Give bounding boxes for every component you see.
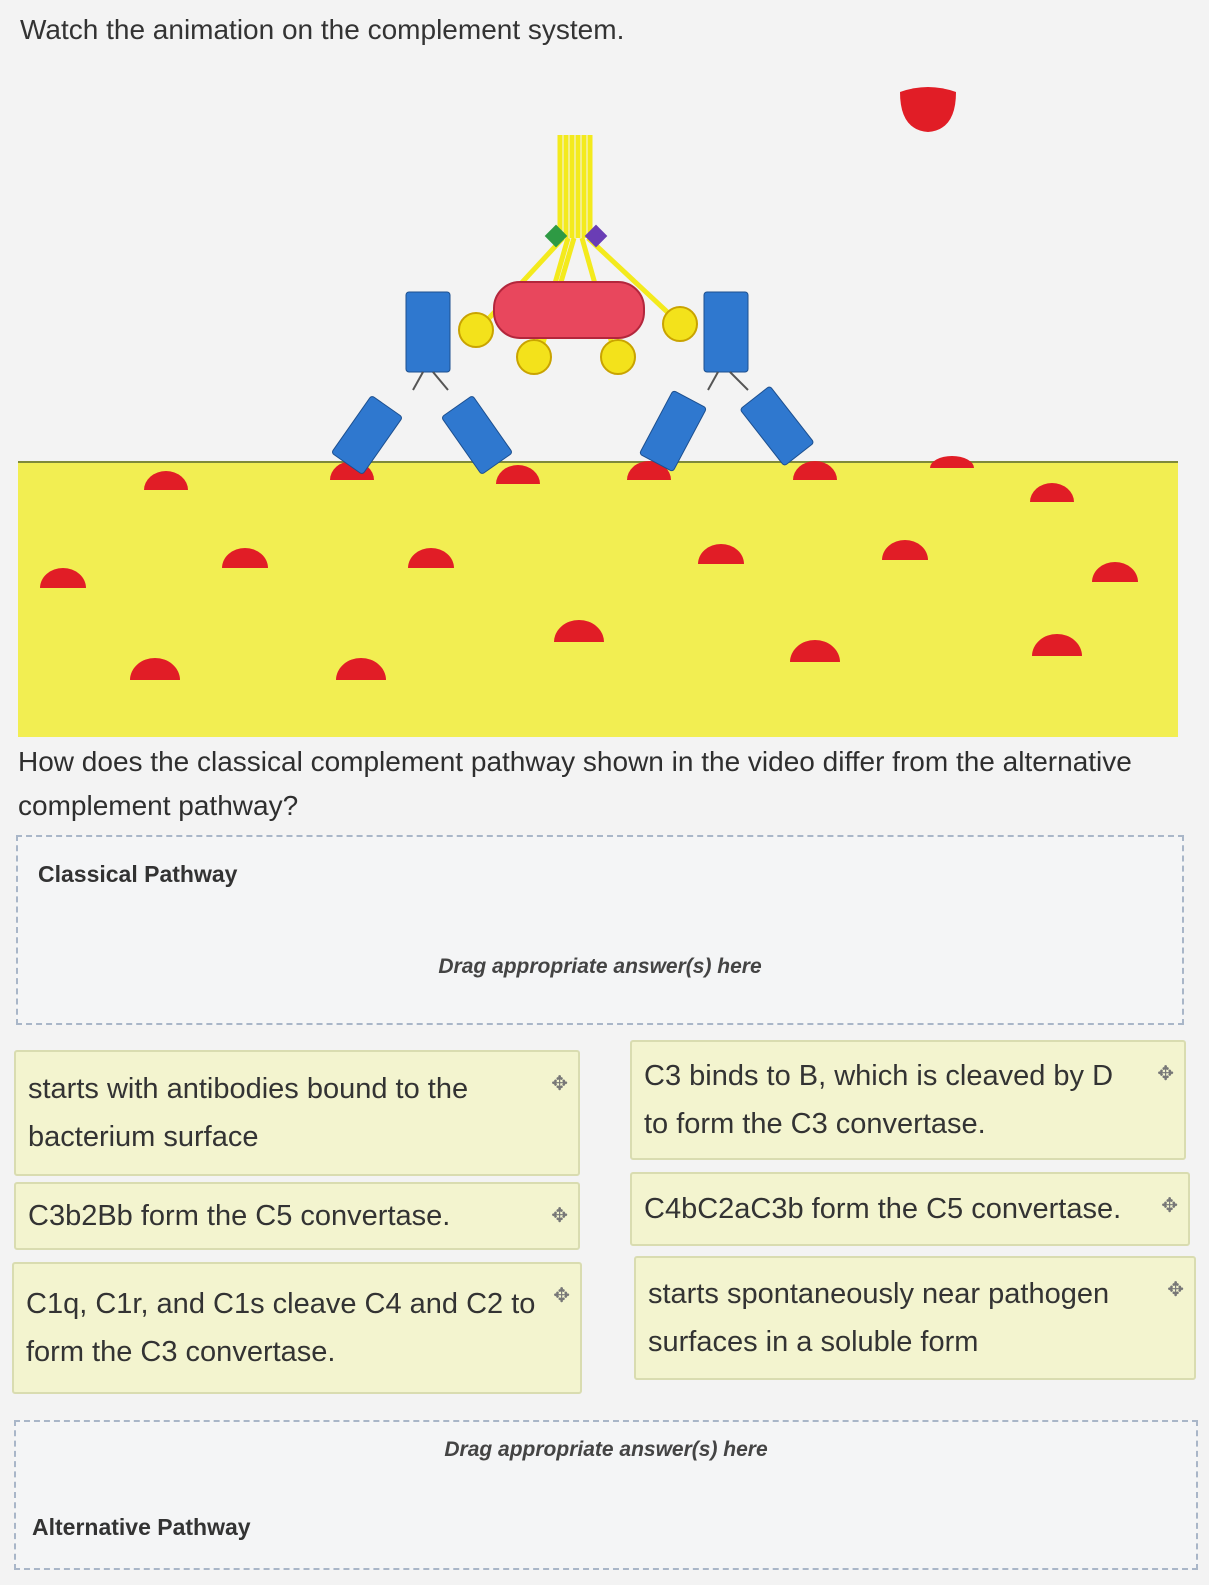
answer-card[interactable]: [634, 1256, 1196, 1380]
answer-card-text: C4bC2aC3b form the C5 convertase.: [644, 1193, 1122, 1225]
answer-card-text: C1q, C1r, and C1s cleave C4 and C2 to form the C3 convertase.: [26, 1288, 536, 1368]
move-icon[interactable]: ✥: [1157, 1063, 1174, 1085]
answer-card-text: C3 binds to B, which is cleaved by D to form the C3 convertase.: [644, 1060, 1114, 1140]
alternative-drop-hint: Drag appropriate answer(s) here: [444, 1438, 768, 1461]
answer-card[interactable]: [12, 1262, 582, 1394]
complement-animation: [18, 60, 1178, 740]
move-icon[interactable]: ✥: [551, 1205, 568, 1227]
floating-antigen: [900, 87, 956, 132]
answer-card-text: C3b2Bb form the C5 convertase.: [28, 1200, 451, 1232]
instruction-text: Watch the animation on the complement system.: [20, 14, 625, 45]
answer-card[interactable]: [630, 1172, 1190, 1246]
answer-card-text: starts spontaneously near pathogen surfaces in a soluble form: [648, 1278, 1110, 1358]
move-icon[interactable]: ✥: [1161, 1195, 1178, 1217]
answer-card[interactable]: [14, 1050, 580, 1176]
answer-card[interactable]: [14, 1182, 580, 1250]
c1r-c1s-body: [494, 282, 644, 338]
classical-pathway-title: Classical Pathway: [38, 861, 238, 887]
bacterium-surface: [18, 462, 1178, 737]
move-icon[interactable]: ✥: [551, 1073, 568, 1095]
classical-drop-hint: Drag appropriate answer(s) here: [438, 955, 762, 978]
alternative-pathway-title: Alternative Pathway: [32, 1514, 251, 1540]
c1-complex: [459, 135, 697, 374]
move-icon[interactable]: ✥: [553, 1285, 570, 1307]
question-text: How does the classical complement pathway shown in the video differ from the alternative complement pathway?: [18, 746, 1132, 821]
answer-card[interactable]: [630, 1040, 1186, 1160]
alternative-pathway-dropzone[interactable]: [14, 1420, 1198, 1570]
classical-pathway-dropzone[interactable]: [16, 835, 1184, 1025]
move-icon[interactable]: ✥: [1167, 1279, 1184, 1301]
antigen: [930, 456, 974, 468]
answer-card-text: starts with antibodies bound to the bacterium surface: [28, 1073, 469, 1153]
